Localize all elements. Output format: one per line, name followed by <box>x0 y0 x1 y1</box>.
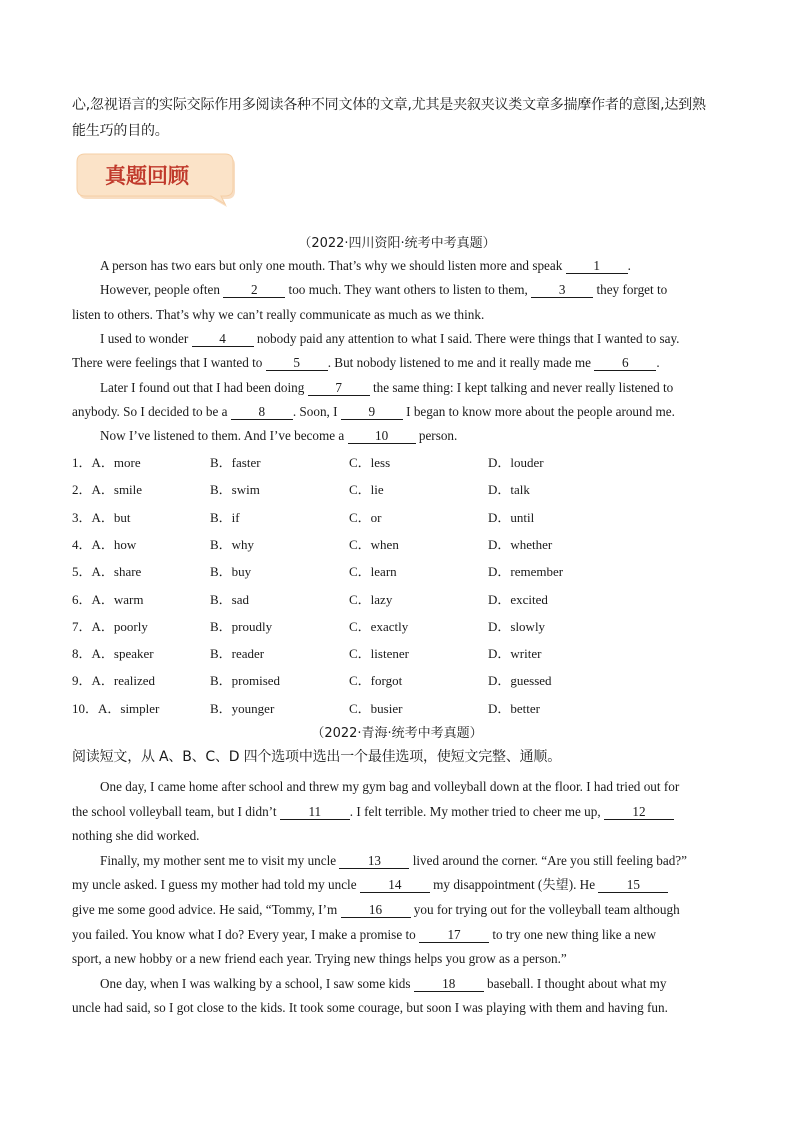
passage-text: sport, a new hobby or a new friend each year. Trying new things helps you grow as a person.” <box>72 951 567 967</box>
passage-text: uncle had said, so I got close to the kids. It took some courage, but soon I was playing with them and having fun. <box>72 1000 668 1016</box>
passage-text: Now I’ve listened to them. And I’ve become a <box>100 428 348 444</box>
blank-6: 6 <box>594 356 656 371</box>
option-3-C[interactable]: C．or <box>349 509 382 525</box>
section2-line-6 <box>72 901 680 919</box>
section2-line-7 <box>72 926 656 944</box>
section2-line-5 <box>72 876 668 894</box>
option-row-4 <box>72 534 722 552</box>
option-5-D[interactable]: D．remember <box>488 564 564 580</box>
blank-17: 17 <box>419 928 489 943</box>
option-6-B[interactable]: B．sad <box>210 591 250 607</box>
passage-text: Finally, my mother sent me to visit my uncle <box>100 852 340 868</box>
option-7-B[interactable]: B．proudly <box>210 618 273 634</box>
option-10-B[interactable]: B．younger <box>210 700 275 716</box>
blank-11: 11 <box>280 805 350 820</box>
blank-13: 13 <box>339 854 409 869</box>
option-9-D[interactable]: D．guessed <box>488 673 552 689</box>
section2-instruction: 阅读短文，从 A、B、C、D 四个选项中选出一个最佳选项，使短文完整、通顺。 <box>72 749 562 765</box>
passage-text: person. <box>415 428 458 444</box>
option-4-C[interactable]: C．when <box>349 536 399 552</box>
blank-10: 10 <box>348 429 416 444</box>
option-10-D[interactable]: D．better <box>488 700 540 716</box>
option-4-B[interactable]: B．why <box>210 536 255 552</box>
section1-line-1 <box>100 257 631 275</box>
passage-text: anybody. So I decided to be a <box>72 403 231 419</box>
option-3-D[interactable]: D．until <box>488 509 535 525</box>
option-row-6 <box>72 589 722 607</box>
blank-14: 14 <box>360 878 430 893</box>
option-1-D[interactable]: D．louder <box>488 455 544 470</box>
option-9-B[interactable]: B．promised <box>210 673 281 689</box>
option-row-1 <box>72 452 722 470</box>
passage-text: the school volleyball team, but I didn’t <box>72 803 280 819</box>
passage-text: . <box>627 258 631 273</box>
option-4-A[interactable]: 4．A．how <box>72 536 137 552</box>
blank-15: 15 <box>598 878 668 893</box>
option-7-D[interactable]: D．slowly <box>488 618 546 634</box>
passage-text: to try one new thing like a new <box>489 926 657 942</box>
option-6-D[interactable]: D．excited <box>488 591 548 607</box>
section1-line-8 <box>100 427 457 445</box>
option-10-C[interactable]: C．busier <box>349 700 403 716</box>
option-1-C[interactable]: C．less <box>349 455 391 470</box>
banner-title: 真题回顾 <box>105 164 189 188</box>
section1-line-2 <box>100 281 667 299</box>
passage-text: the same thing: I kept talking and never really listened to <box>369 379 674 395</box>
blank-7: 7 <box>308 381 370 396</box>
passage-text: they forget to <box>593 282 668 298</box>
passage-text: . <box>656 355 660 371</box>
passage-text: my disappointment (失望). He <box>429 877 599 893</box>
blank-8: 8 <box>231 405 293 420</box>
passage-text: give me some good advice. He said, “Tommy, I’m <box>72 902 341 917</box>
passage-text: . But nobody listened to me and it really made me <box>327 355 595 371</box>
passage-text: However, people often <box>100 282 224 298</box>
passage-text: Later I found out that I had been doing <box>100 379 308 395</box>
passage-text: One day, I came home after school and threw my gym bag and volleyball down at the floor. I had tried out for <box>100 779 680 794</box>
passage-text: my uncle asked. I guess my mother had told my uncle <box>72 877 360 893</box>
intro-line-2: 能生巧的目的。 <box>72 123 169 139</box>
passage-text: you for trying out for the volleyball team although <box>410 902 680 917</box>
blank-5: 5 <box>266 356 328 371</box>
blank-16: 16 <box>341 903 411 918</box>
passage-text: There were feelings that I wanted to <box>72 355 266 371</box>
passage-text: One day, when I was walking by a school, I saw some kids <box>100 975 414 991</box>
section1-line-5 <box>72 354 660 372</box>
section2-line-2 <box>72 803 674 821</box>
option-8-D[interactable]: D．writer <box>488 646 542 662</box>
option-row-8 <box>72 643 722 661</box>
option-7-A[interactable]: 7．A．poorly <box>72 618 148 634</box>
section2-line-9 <box>100 975 667 993</box>
passage-text: I used to wonder <box>100 330 192 346</box>
option-3-B[interactable]: B．if <box>210 509 240 525</box>
section1-line-3 <box>72 306 484 324</box>
option-1-A[interactable]: 1．A．more <box>72 455 141 470</box>
option-8-B[interactable]: B．reader <box>210 646 265 662</box>
section2-line-3 <box>72 827 199 845</box>
option-3-A[interactable]: 3．A．but <box>72 509 131 525</box>
passage-text: lived around the corner. “Are you still feeling bad?” <box>409 852 687 868</box>
section1-line-4 <box>100 330 679 348</box>
option-10-A[interactable]: 10．A．simpler <box>72 700 160 716</box>
option-row-7 <box>72 616 722 634</box>
option-row-9 <box>72 670 722 688</box>
option-6-C[interactable]: C．lazy <box>349 591 393 607</box>
section2-line-8 <box>72 950 567 968</box>
option-9-C[interactable]: C．forgot <box>349 673 403 689</box>
passage-text: A person has two ears but only one mouth. That’s why we should listen more and speak <box>100 258 566 273</box>
option-row-3 <box>72 507 722 525</box>
section2-source: （2022·青海·统考中考真题） <box>311 726 483 741</box>
option-8-C[interactable]: C．listener <box>349 646 409 662</box>
option-6-A[interactable]: 6．A．warm <box>72 591 144 607</box>
passage-text: . I felt terrible. My mother tried to cheer me up, <box>349 803 604 819</box>
option-5-A[interactable]: 5．A．share <box>72 564 142 580</box>
option-2-D[interactable]: D．talk <box>488 482 530 498</box>
intro-line-1: 心,忽视语言的实际交际作用多阅读各种不同文体的文章,尤其是夹叙夹议类文章多揣摩作者的意图,达到熟 <box>72 97 706 113</box>
blank-9: 9 <box>341 405 403 420</box>
option-1-B[interactable]: B．faster <box>210 455 261 470</box>
option-5-B[interactable]: B．buy <box>210 564 252 580</box>
section1-line-6 <box>100 379 673 397</box>
option-8-A[interactable]: 8．A．speaker <box>72 646 154 662</box>
section1-source: （2022·四川资阳·统考中考真题） <box>298 236 496 251</box>
blank-2: 2 <box>223 283 285 298</box>
passage-text: baseball. I thought about what my <box>483 975 667 991</box>
option-row-2 <box>72 479 722 497</box>
option-4-D[interactable]: D．whether <box>488 536 553 552</box>
option-row-10 <box>72 698 722 716</box>
passage-text: listen to others. That’s why we can’t really communicate as much as we think. <box>72 306 485 322</box>
blank-3: 3 <box>531 283 593 298</box>
section1-line-7 <box>72 403 675 421</box>
option-9-A[interactable]: 9．A．realized <box>72 673 156 689</box>
passage-text: nothing she did worked. <box>72 828 200 844</box>
passage-text: I began to know more about the people around me. <box>402 403 675 419</box>
blank-4: 4 <box>192 332 254 347</box>
section2-line-1 <box>100 778 679 796</box>
passage-text: too much. They want others to listen to them, <box>285 282 532 298</box>
blank-1: 1 <box>566 259 628 274</box>
blank-18: 18 <box>414 977 484 992</box>
passage-text: nobody paid any attention to what I said. There were things that I wanted to say. <box>253 330 680 346</box>
option-row-5 <box>72 561 722 579</box>
option-5-C[interactable]: C．learn <box>349 564 397 580</box>
option-2-A[interactable]: 2．A．smile <box>72 482 143 498</box>
section-banner <box>75 150 235 214</box>
blank-12: 12 <box>604 805 674 820</box>
passage-text: . Soon, I <box>292 403 341 419</box>
section2-line-10 <box>72 999 668 1017</box>
option-2-C[interactable]: C．lie <box>349 482 384 498</box>
passage-text: you failed. You know what I do? Every year, I make a promise to <box>72 926 420 942</box>
option-2-B[interactable]: B．swim <box>210 482 260 498</box>
section2-line-4 <box>100 852 687 870</box>
option-7-C[interactable]: C．exactly <box>349 618 409 634</box>
